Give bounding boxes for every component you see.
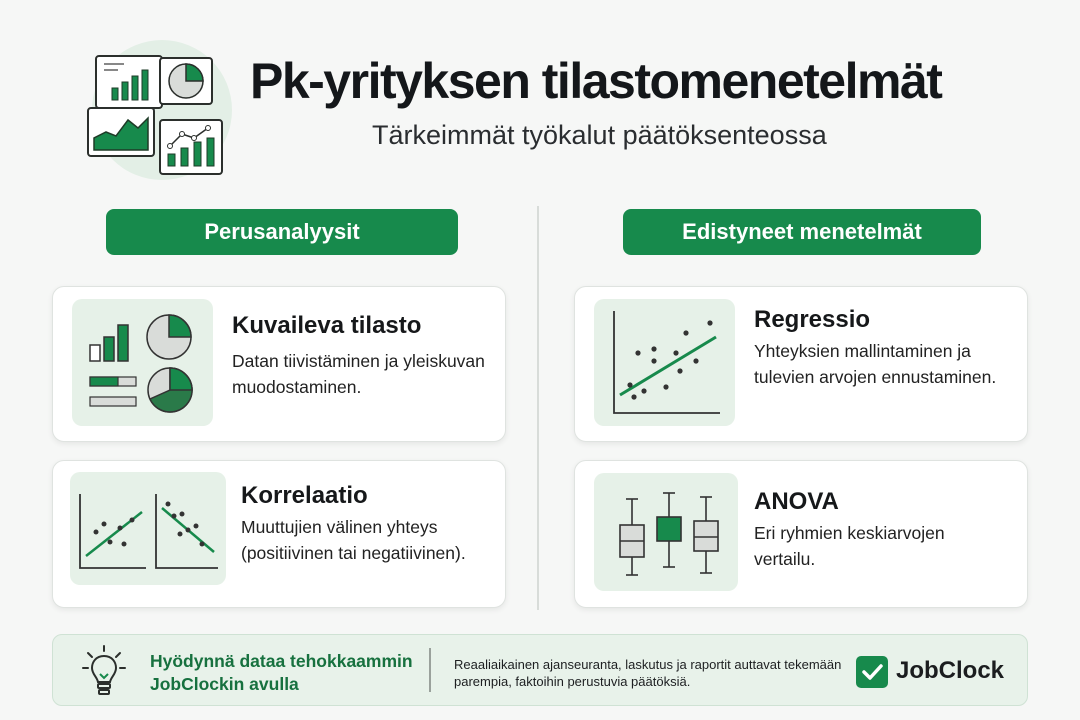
checkmark-icon (856, 656, 888, 688)
scatter-plots-icon (70, 472, 226, 585)
page-title: Pk-yrityksen tilastomenetelmät (250, 53, 942, 109)
card-description: Datan tiivistäminen ja yleiskuvan muodostaminen. (232, 351, 485, 397)
dashboard-charts-icon (82, 48, 232, 180)
footer-lead-text: Hyödynnä dataa tehokkaammin JobClockin avulla (150, 651, 413, 694)
section-label-basic: Perusanalyysit (106, 209, 458, 255)
card-description: Yhteyksien mallintaminen ja tulevien arvojen ennustaminen. (754, 341, 997, 387)
lightbulb-icon (82, 644, 126, 698)
card-description: Muuttujien välinen yhteys (positiivinen tai negatiivinen). (241, 517, 466, 563)
card-title: Kuvaileva tilasto (232, 312, 422, 339)
regression-line-icon (594, 299, 735, 426)
footer-separator (429, 648, 431, 692)
section-divider (537, 206, 539, 610)
card-title: Regressio (754, 306, 871, 333)
brand-name: JobClock (896, 657, 1005, 684)
box-plot-icon (594, 473, 738, 591)
page-subtitle: Tärkeimmät työkalut päätöksenteossa (372, 120, 827, 150)
card-description: Eri ryhmien keskiarvojen vertailu. (754, 523, 945, 569)
section-label-advanced: Edistyneet menetelmät (623, 209, 981, 255)
bar-and-pie-charts-icon (72, 299, 213, 426)
brand-logo (856, 656, 888, 688)
card-title: ANOVA (754, 488, 839, 515)
card-title: Korrelaatio (241, 482, 368, 509)
footer-description: Reaaliaikainen ajanseuranta, laskutus ja raportit auttavat tekemään parempia, faktoihin perustuvia päätöksiä. (454, 657, 842, 689)
